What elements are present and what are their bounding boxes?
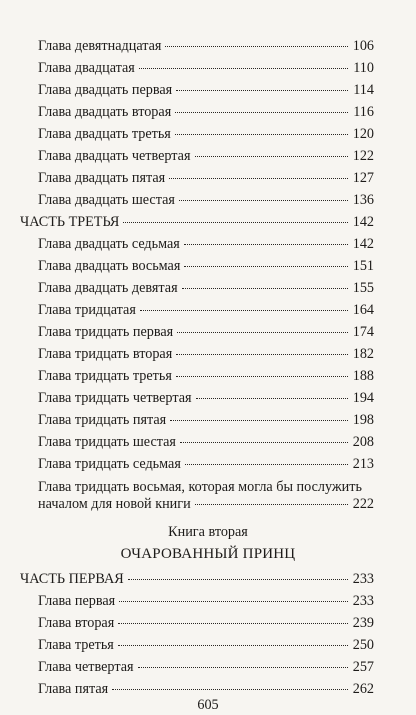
toc-entry [38, 236, 374, 253]
toc-entry-title: Глава тридцать вторая [38, 346, 173, 362]
toc-entry-title: Глава тридцать пятая [38, 412, 167, 428]
toc-entry [38, 170, 374, 187]
toc-entry [38, 593, 374, 610]
toc-entry [38, 258, 374, 275]
toc-entry [38, 368, 374, 385]
toc-entry-title: Глава двадцать шестая [38, 192, 175, 208]
toc-entry-title: Глава двадцать пятая [38, 170, 166, 186]
toc-entry-title: ЧАСТЬ ТРЕТЬЯ [20, 214, 120, 230]
toc-entry [38, 60, 374, 77]
toc-entry-page: 194 [352, 390, 374, 406]
toc-leader-dots [182, 287, 348, 289]
toc-leader-dots [139, 67, 348, 69]
toc-entry [38, 412, 374, 429]
toc-entry-title: Глава тридцать третья [38, 368, 172, 384]
toc-entry-page: 151 [352, 258, 374, 274]
toc-entry [38, 681, 374, 698]
toc-part-heading [20, 571, 374, 588]
toc-entry-page: 233 [352, 593, 374, 609]
toc-entry [38, 659, 374, 676]
toc-entry-page: 182 [352, 346, 374, 362]
toc-entry-page: 262 [352, 681, 374, 697]
toc-leader-dots [179, 199, 348, 201]
toc-entry [38, 148, 374, 165]
toc-entry-title: Глава девятнадцатая [38, 38, 162, 54]
toc-leader-dots [176, 89, 348, 91]
toc-entry [38, 82, 374, 99]
toc-entry-title-line1: Глава тридцать восьмая, которая могла бы послужить [38, 479, 362, 495]
toc-entry-title: Глава двадцать девятая [38, 280, 178, 296]
toc-entry-page: 239 [352, 615, 374, 631]
toc-entry [38, 434, 374, 451]
book-label: Книга вторая [168, 524, 248, 540]
toc-entry-title: Глава первая [38, 593, 116, 609]
toc-entry-page: 142 [352, 236, 374, 252]
toc-entry [38, 390, 374, 407]
toc-entry-title: Глава тридцать шестая [38, 434, 176, 450]
toc-entry-title: ЧАСТЬ ПЕРВАЯ [20, 571, 124, 587]
toc-entry-multiline [38, 479, 374, 513]
toc-leader-dots [170, 419, 348, 421]
toc-entry [38, 346, 374, 363]
toc-entry-page: 120 [352, 126, 374, 142]
toc-entry [38, 126, 374, 143]
toc-entry-page: 136 [352, 192, 374, 208]
toc-leader-dots [112, 688, 348, 690]
toc-entry-page: 188 [352, 368, 374, 384]
toc-entry-page: 250 [352, 637, 374, 653]
toc-entry [38, 280, 374, 297]
toc-entry-title: Глава двадцать первая [38, 82, 173, 98]
toc-entry-title-line2: началом для новой книги [38, 496, 191, 512]
toc-entry [38, 302, 374, 319]
toc-entry [38, 192, 374, 209]
toc-entry-page: 122 [352, 148, 374, 164]
toc-entry-page: 233 [352, 571, 374, 587]
page-number: 605 [197, 697, 219, 713]
toc-entry-page: 116 [353, 104, 374, 120]
toc-entry-page: 257 [352, 659, 374, 675]
toc-entry-title: Глава двадцать вторая [38, 104, 172, 120]
toc-entry-title: Глава двадцать восьмая [38, 258, 181, 274]
toc-entry-line2 [38, 496, 374, 513]
toc-leader-dots [195, 155, 348, 157]
toc-leader-dots [180, 441, 348, 443]
toc-leader-dots [175, 111, 348, 113]
toc-leader-dots [118, 622, 348, 624]
toc-entry-title: Глава тридцать четвертая [38, 390, 192, 406]
toc-entry [38, 38, 374, 55]
toc-leader-dots [196, 397, 348, 399]
toc-entry-title: Глава двадцатая [38, 60, 135, 76]
toc-entry [38, 104, 374, 121]
toc-leader-dots [185, 463, 348, 465]
toc-entry [38, 456, 374, 473]
toc-entry [38, 615, 374, 632]
toc-leader-dots [176, 353, 348, 355]
toc-entry-page: 174 [352, 324, 374, 340]
toc-leader-dots [184, 265, 348, 267]
toc-entry [38, 324, 374, 341]
toc-leader-dots [140, 309, 348, 311]
toc-entry-page: 222 [352, 496, 374, 512]
toc-leader-dots [118, 644, 348, 646]
toc-entry [38, 637, 374, 654]
book-title: ОЧАРОВАННЫЙ ПРИНЦ [120, 546, 296, 562]
toc-entry-title: Глава вторая [38, 615, 115, 631]
toc-entry-page: 155 [352, 280, 374, 296]
toc-entry-title: Глава двадцать третья [38, 126, 171, 142]
toc-entry-page: 110 [353, 60, 374, 76]
toc-entry-title: Глава пятая [38, 681, 109, 697]
toc-leader-dots [195, 503, 348, 505]
toc-leader-dots [176, 375, 348, 377]
toc-entry-page: 213 [352, 456, 374, 472]
toc-entry-title: Глава двадцать четвертая [38, 148, 191, 164]
toc-entry-page: 106 [352, 38, 374, 54]
toc-entry-page: 114 [353, 82, 374, 98]
toc-leader-dots [175, 133, 348, 135]
toc-entry-title: Глава третья [38, 637, 114, 653]
toc-entry-title: Глава двадцать седьмая [38, 236, 180, 252]
toc-entry-title: Глава тридцать седьмая [38, 456, 181, 472]
toc-entry-page: 142 [352, 214, 374, 230]
toc-entry-title: Глава тридцать первая [38, 324, 174, 340]
toc-entry-page: 127 [352, 170, 374, 186]
toc-leader-dots [138, 666, 348, 668]
toc-leader-dots [169, 177, 348, 179]
toc-leader-dots [128, 578, 348, 580]
toc-entry-title: Глава тридцатая [38, 302, 136, 318]
toc-leader-dots [123, 221, 348, 223]
toc-part-heading [20, 214, 374, 231]
toc-entry-page: 208 [352, 434, 374, 450]
toc-leader-dots [119, 600, 348, 602]
toc-entry-page: 164 [352, 302, 374, 318]
toc-leader-dots [184, 243, 348, 245]
toc-entry-title: Глава четвертая [38, 659, 134, 675]
toc-leader-dots [177, 331, 348, 333]
toc-entry-page: 198 [352, 412, 374, 428]
toc-leader-dots [165, 45, 348, 47]
